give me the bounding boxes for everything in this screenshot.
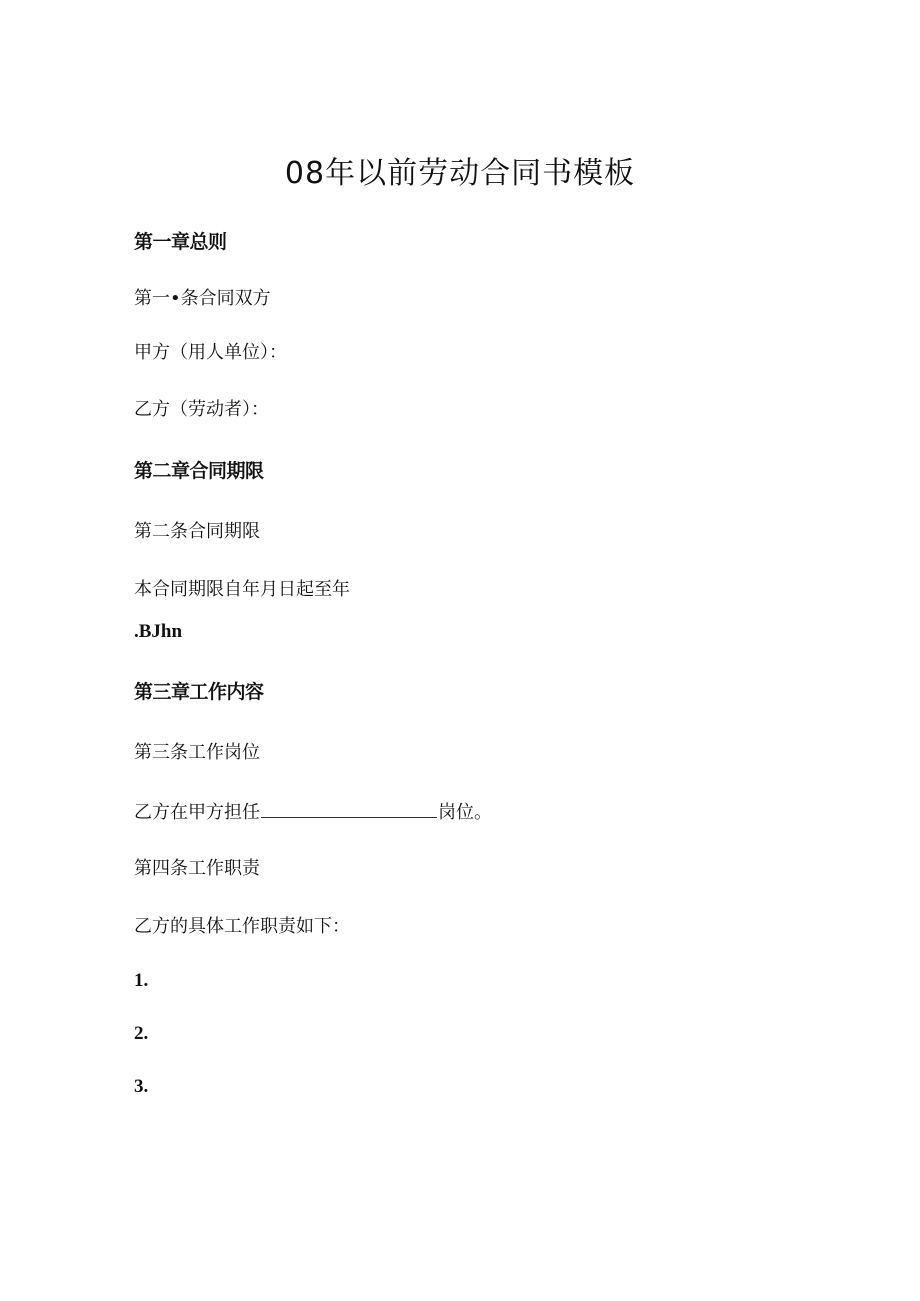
- party-b-label: 乙方（劳动者）：: [134, 399, 269, 420]
- position-sentence: [134, 799, 492, 825]
- chapter-1-heading: 第一章总则: [134, 231, 227, 253]
- party-a-label: 甲方（用人单位）：: [134, 342, 287, 363]
- article-4-title: 第四条工作职责: [134, 858, 260, 879]
- position-blank-line: [261, 799, 437, 818]
- article-3-title: 第三条工作岗位: [134, 742, 260, 763]
- duty-item-1: 1.: [134, 970, 149, 991]
- garbled-text: .BJhn: [134, 621, 183, 642]
- chapter-2-heading: 第二章合同期限: [134, 460, 264, 482]
- duty-item-3: 3.: [134, 1076, 149, 1097]
- document-title: 08年以前劳动合同书模板: [284, 156, 636, 191]
- chapter-3-heading: 第三章工作内容: [134, 681, 264, 703]
- duties-intro: 乙方的具体工作职责如下：: [134, 916, 350, 937]
- duty-item-2: 2.: [134, 1023, 149, 1044]
- position-suffix: 岗位。: [438, 802, 492, 823]
- position-prefix: 乙方在甲方担任: [134, 802, 260, 823]
- article-1-title: 第一•条合同双方: [134, 288, 271, 309]
- contract-term-text: 本合同期限自年月日起至年: [134, 579, 350, 600]
- article-2-title: 第二条合同期限: [134, 521, 260, 542]
